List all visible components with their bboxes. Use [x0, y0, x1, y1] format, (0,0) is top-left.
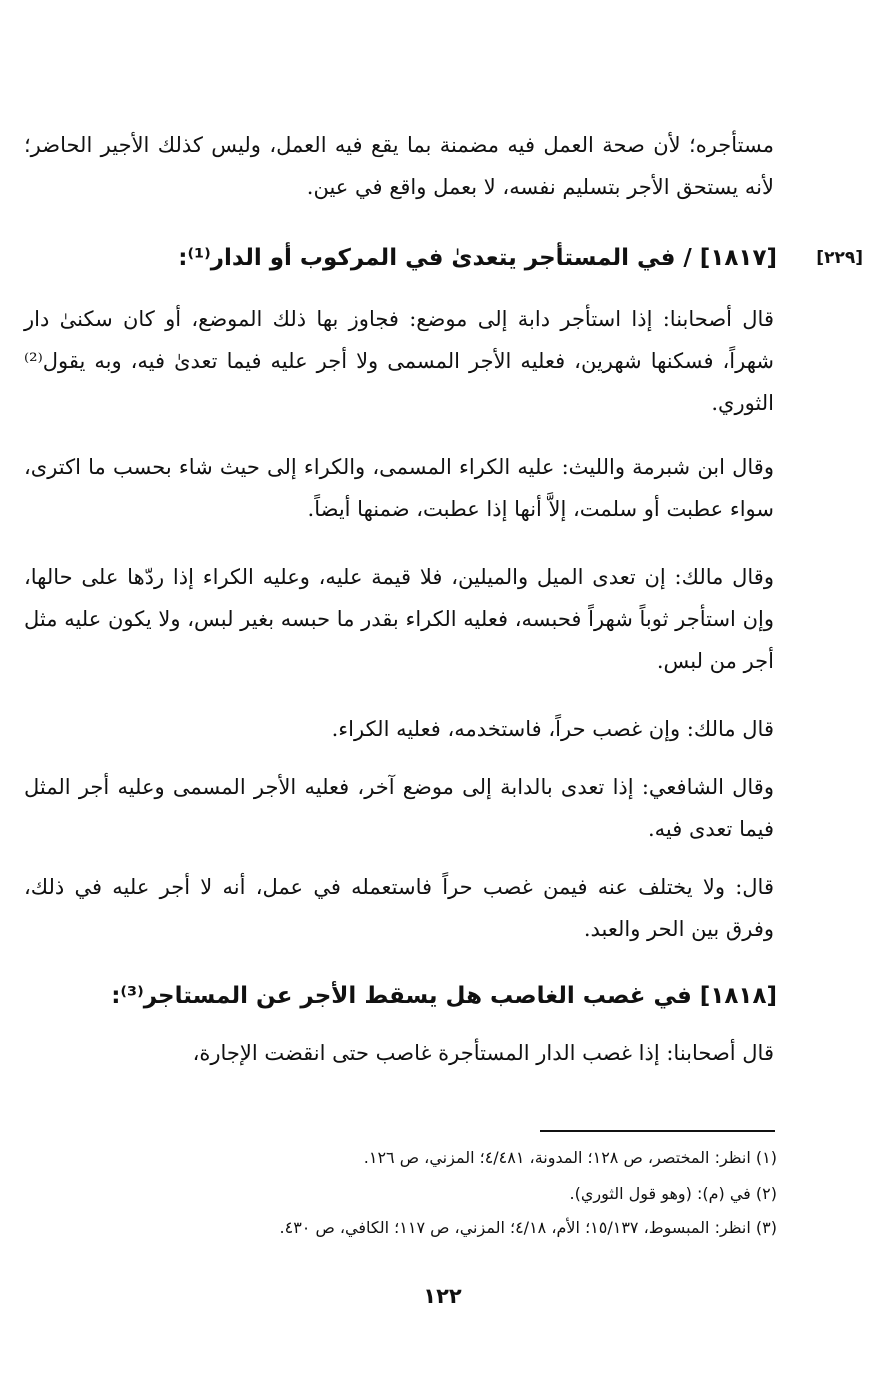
paragraph-6: وقال الشافعي: إذا تعدى بالدابة إلى موضع آخر، فعليه الأجر المسمى وعليه أجر المثل فيما تعدى فيه. — [24, 775, 774, 841]
section-heading-1818: [١٨١٨] في غصب الغاصب هل يسقط الأجر عن المستاجر⁽³⁾: — [111, 983, 777, 1009]
paragraph-2: قال أصحابنا: إذا استأجر دابة إلى موضع: فجاوز بها ذلك الموضع، أو كان سكنىٰ دار شهراً، فسكنها شهرين، فعليه الأجر المسمى ولا أجر عليه فيما تعدىٰ فيه، وبه يقول⁽²⁾ الثوري. — [24, 307, 774, 415]
footnote-2: (٢) في (م): (وهو قول الثوري). — [569, 1184, 777, 1203]
paragraph-3: وقال ابن شبرمة والليث: عليه الكراء المسمى، والكراء إلى حيث شاء بحسب ما اكترى، سواء عطبت أو سلمت، إلاَّ أنها إذا عطبت، ضمنها أيضاً. — [24, 455, 774, 521]
paragraph-5: قال مالك: وإن غصب حراً، فاستخدمه، فعليه الكراء. — [331, 717, 774, 741]
page-number: ١٢٢ — [423, 1284, 462, 1308]
paragraph-4: وقال مالك: إن تعدى الميل والميلين، فلا قيمة عليه، وعليه الكراء إذا ردّها على حالها، وإن استأجر ثوباً شهراً فحبسه، فعليه الكراء بقدر ما حبسه بغير لبس، ولا يكون عليه مثل أجر من لبس. — [24, 565, 774, 673]
margin-page-number: [٢٢٩] — [816, 248, 863, 268]
footnote-separator — [540, 1130, 775, 1132]
paragraph-1: مستأجره؛ لأن صحة العمل فيه مضمنة بما يقع فيه العمل، وليس كذلك الأجير الحاضر؛ لأنه يستحق الأجر بتسليم نفسه، لا بعمل واقع في عين. — [24, 133, 774, 199]
footnote-1: (١) انظر: المختصر، ص ١٢٨؛ المدونة، ٤/٤٨١؛ المزني، ص ١٢٦. — [363, 1148, 777, 1167]
paragraph-8: قال أصحابنا: إذا غصب الدار المستأجرة غاصب حتى انقضت الإجارة، — [192, 1041, 774, 1065]
section-heading-1817: [١٨١٧] / في المستأجر يتعدىٰ في المركوب أو الدار⁽¹⁾: — [178, 245, 777, 271]
paragraph-7: قال: ولا يختلف عنه فيمن غصب حراً فاستعمله في عمل، أنه لا أجر عليه في ذلك، وفرق بين الحر والعبد. — [24, 875, 774, 941]
footnote-3: (٣) انظر: المبسوط، ١٥/١٣٧؛ الأم، ٤/١٨؛ المزني، ص ١١٧؛ الكافي، ص ٤٣٠. — [279, 1218, 777, 1237]
